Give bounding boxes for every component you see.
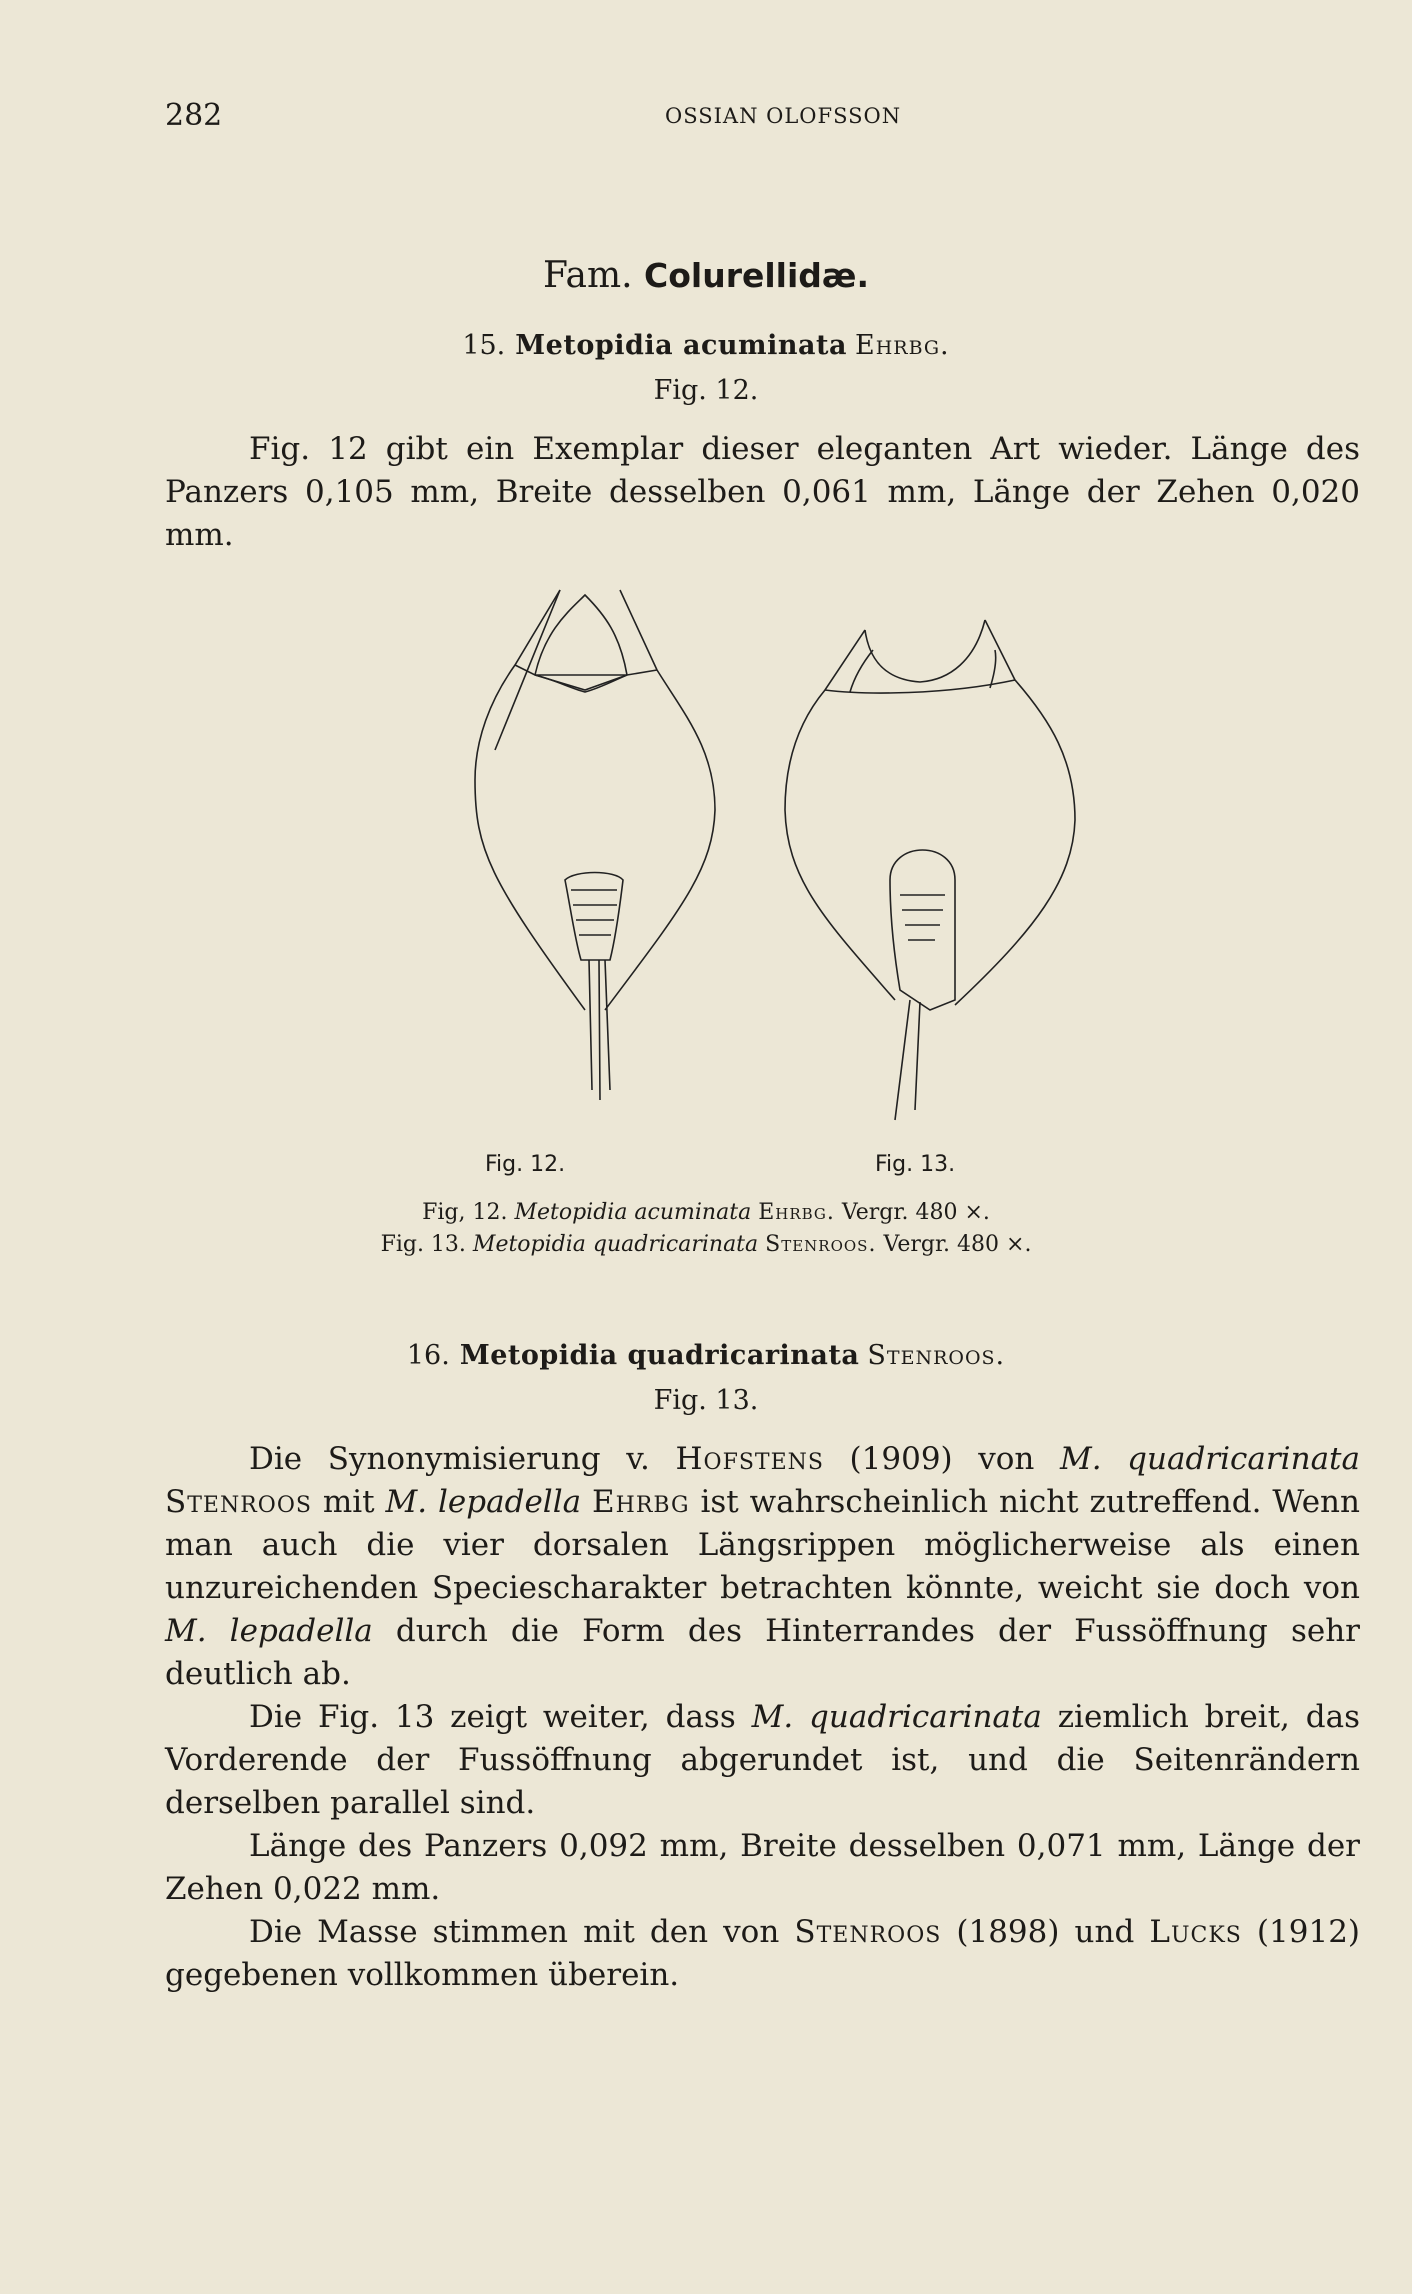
figure-13-label: Fig. 13. [875,1152,956,1177]
author-name: Lucks [1149,1914,1242,1950]
caption-13-author: Stenroos. [765,1232,877,1257]
caption-13-magnification: Vergr. 480 ×. [883,1232,1032,1257]
caption-13-fig: Fig. 13. [380,1232,466,1257]
paragraph-1 [165,428,1360,557]
author-name: Hofstens [675,1441,824,1477]
author-name: Ehrbg [592,1484,690,1520]
family-prefix: Fam. [542,255,633,296]
species-name: Metopidia acuminata [515,330,847,361]
taxon-name: M. lepadella [385,1484,582,1520]
paragraph-2 [165,1438,1360,1696]
figure-13-drawing [785,620,1075,1120]
taxon-name: M. quadricarinata [1059,1441,1360,1477]
figure-12-drawing [475,590,715,1100]
paragraph-4 [165,1825,1360,1911]
text-run: (1909) von [823,1441,1060,1477]
caption-12-magnification: Vergr. 480 ×. [841,1200,990,1225]
text-run: Die Synonymisierung v. [249,1441,676,1477]
text-run: Die Masse stimmen mit den von [249,1914,795,1950]
text-run: (1912) gegebenen vollkommen überein. [165,1914,1361,1993]
species-16-figref: Fig. 13. [653,1385,759,1416]
figure-illustrations [395,580,1125,1177]
text-run: mit [311,1484,386,1520]
species-number: 15. [462,330,506,361]
caption-figure-13 [0,1232,1412,1257]
figure-drawings [395,580,1125,1140]
species-number: 16. [406,1340,450,1371]
text-run: durch die Form des Hinterrandes der Fussöffnung sehr deutlich ab. [165,1613,1360,1692]
text-run [581,1484,592,1520]
species-author: Ehrbg. [854,330,950,361]
species-name: Metopidia quadricarinata [459,1340,860,1371]
caption-figure-12 [0,1200,1412,1225]
text-run: (1898) und [941,1914,1150,1950]
text-run: Die Fig. 13 zeigt weiter, dass [249,1699,752,1735]
species-16-heading [0,1340,1412,1371]
paragraph-3 [165,1696,1360,1825]
paragraph-5 [165,1911,1360,1997]
author-name: Stenroos [165,1484,312,1520]
paragraph-4-text: Länge des Panzers 0,092 mm, Breite desselben 0,071 mm, Länge der Zehen 0,022 mm. [165,1828,1360,1907]
running-head: OSSIAN OLOFSSON [665,104,902,128]
figure-12-label: Fig. 12. [485,1152,566,1177]
species-author: Stenroos. [867,1340,1006,1371]
caption-12-fig: Fig, 12. [422,1200,508,1225]
family-name: Colurellidæ. [644,256,870,295]
caption-13-name: Metopidia quadricarinata [472,1232,759,1257]
taxon-name: M. quadricarinata [751,1699,1042,1735]
caption-12-name: Metopidia acuminata [514,1200,752,1225]
taxon-name: M. lepadella [165,1613,373,1649]
page-number: 282 [165,98,223,133]
species-15-heading [0,330,1412,361]
page-header [165,98,1365,138]
species-15-figref: Fig. 12. [653,375,759,406]
paragraph-1-text: Fig. 12 gibt ein Exemplar dieser eleganten Art wieder. Länge des Panzers 0,105 mm, Breite desselben 0,061 mm, Länge der Zehen 0,020 mm. [165,431,1360,553]
author-name: Stenroos [794,1914,942,1950]
text-run: ist wahrscheinlich nicht zutreffend. Wenn man auch die vier dorsalen Längsrippen möglicherweise als einen unzureichenden Speciescharakter betrachten könnte, weicht sie doch von [165,1484,1360,1606]
text-run: ziemlich breit, das Vorderende der Fussöffnung abgerundet ist, und die Seitenrändern derselben parallel sind. [165,1699,1360,1821]
family-heading [0,255,1412,296]
caption-12-author: Ehrbg. [758,1200,835,1225]
